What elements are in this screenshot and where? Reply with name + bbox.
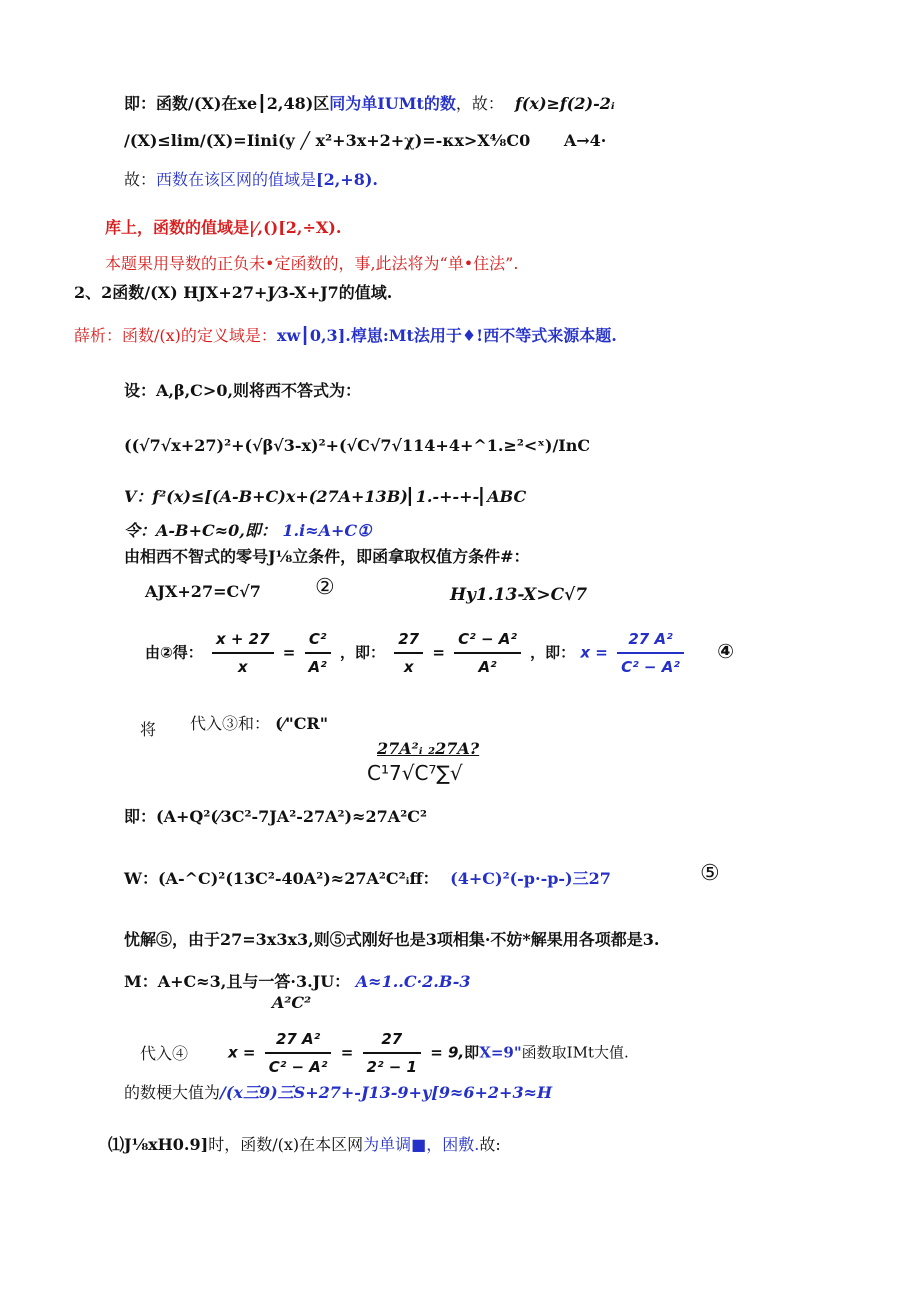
f1r_d: A² (305, 652, 331, 678)
f3d: C² − A² (617, 652, 684, 678)
l23e: X=9" (479, 1043, 522, 1062)
l3b: 西数在该区网的值域是 (156, 170, 317, 189)
text-line-12: 由相西不智式的零号J⅛立条件，即函拿取权值方条件#： (124, 547, 530, 566)
l14a: 由②得： (145, 643, 203, 662)
l7a: 薛析：函数/(x)的定义域是： (74, 326, 277, 345)
l23c: = 9, (430, 1043, 465, 1062)
text-line-16: 27A²ᵢ ₂27A? (377, 739, 480, 758)
text-line-13c: Hy1.13-X>C√7 (450, 585, 588, 605)
l14e: ④ (717, 638, 735, 663)
circle-5: ⑤ (700, 861, 720, 886)
text-line-9: ((√7√x+27)²+(√β√3-x)²+(√C√7√114+4+^1.≥²<ˣ)/InC (124, 436, 591, 455)
text-line-11 (124, 521, 372, 541)
text-line-23 (228, 1028, 629, 1078)
l21b: A≈1..C·2.B-3 (355, 972, 471, 991)
eq-1: = (282, 643, 296, 662)
l21a: M：A+C≈3,且与一答·3.JU： (124, 972, 351, 991)
l25a: ⑴J⅛xH0.9] (108, 1135, 209, 1154)
l3c: [2,+8). (316, 170, 378, 189)
text-line-20: 忧解⑤，由于27=3x3x3,则⑤式刚好也是3项相集·不妨*解果用各项都是3. (124, 930, 660, 949)
l15c: (⁄"CR" (275, 714, 329, 733)
text-line-25 (108, 1135, 501, 1155)
f2r_d: A² (454, 652, 521, 678)
text-line-3 (124, 170, 378, 190)
l1b: 同为单IUMt的数 (329, 94, 456, 113)
text-line-14 (145, 628, 734, 678)
text-line-17: C¹7√C⁷∑√ (367, 761, 463, 785)
f1r_n: C² (308, 630, 327, 648)
f1d: x (212, 652, 274, 678)
eq-3: = (340, 1043, 354, 1062)
fraction-1-left (212, 628, 274, 678)
l2b: A→4· (563, 131, 607, 150)
l15b: 代入③和： (190, 714, 271, 733)
l11b: 1.i≈A+C① (282, 521, 372, 540)
text-line-23a: 代入④ (140, 1044, 189, 1063)
eq-2: = (432, 643, 445, 662)
f1n: x + 27 (215, 630, 270, 648)
fraction-3 (617, 628, 684, 678)
l25c: 为单调■，困敷. (363, 1135, 480, 1154)
text-line-15a: 将 (140, 720, 157, 739)
text-line-6: 2、2函数/(X) HJX+27+J⁄3-X+J7的值域. (74, 283, 393, 302)
text-line-8: 设：A,β,C>0,则将西不答式为： (124, 381, 362, 400)
fraction-1-right (305, 628, 331, 678)
l23b: x = (228, 1043, 256, 1062)
l24b: /(x三9)三S+27+-J13-9+y[9≈6+2+3≈H (220, 1083, 553, 1102)
l24a: 的数梗大值为 (124, 1083, 221, 1102)
fraction-4 (265, 1028, 332, 1078)
f2n: 27 (398, 630, 420, 648)
l7b: xw┃0,3].椁崽:Mt法用于♦!西不等式来源本题. (276, 326, 617, 345)
text-line-10: V：f²(x)≤[(A-B+C)x+(27A+13B)⎜1.-+-+-⎜ABC (124, 487, 527, 506)
f4n: 27 A² (275, 1030, 321, 1048)
text-line-4: 库上，函数的值域是|⁄,()[2,÷X). (105, 218, 342, 237)
text-line-18: 即：(A+Q²(⁄3C²-7JA²-27A²)≈27A²C² (124, 807, 427, 826)
circle-2: ② (315, 575, 335, 600)
text-line-21 (124, 972, 470, 992)
l23d: 即 (464, 1043, 480, 1062)
f3n: 27 A² (628, 630, 673, 648)
fraction-2-left (394, 628, 423, 678)
l19a: W：(A-^C)²(13C²-40A²)≈27A²C²ᵢff： (124, 869, 439, 888)
text-line-1 (124, 94, 615, 114)
text-line-5: 本题果用导数的正负未•定函数的，事,此法将为“单•住法”. (105, 254, 519, 273)
l3a: 故： (124, 170, 157, 189)
text-line-19 (124, 869, 611, 889)
l2: /(X)≤lim/(X)=Iini(y ╱ x²+3x+2+χ)=-κx>X⁴⁄₈C0 (124, 131, 531, 150)
l19b: (4+C)²(-p·-p-)三27 (450, 869, 611, 888)
f4d: C² − A² (265, 1052, 332, 1078)
l1d: f(x)≥f(2)-2ᵢ (514, 94, 615, 113)
l25d: 故: (479, 1135, 501, 1154)
l25b: 时，函数/(x)在本区网 (208, 1135, 364, 1154)
l14c: ，即： (530, 643, 576, 662)
text-line-7 (74, 326, 617, 346)
f5n: 27 (381, 1030, 403, 1048)
l1c: ，故： (455, 94, 504, 113)
text-line-13 (145, 582, 261, 602)
text-line-24 (124, 1083, 552, 1103)
l1a: 即：函数/(X)在xe┃2,48)区 (124, 94, 330, 113)
l14d: x = (580, 643, 608, 662)
fraction-5 (363, 1028, 421, 1078)
fraction-2-right (454, 628, 521, 678)
text-line-15 (190, 714, 328, 734)
f2d: x (394, 652, 423, 678)
l14b: ，即： (339, 643, 385, 662)
l23f: 函数取IMt大值. (521, 1043, 629, 1062)
text-line-22: A²C² (272, 993, 312, 1012)
f2r_n: C² − A² (458, 630, 517, 648)
l11a: 令：A-B+C≈0,即： (124, 521, 277, 540)
text-line-2 (124, 131, 606, 151)
l13a: AJX+27=C√7 (145, 582, 261, 601)
f5d: 2² − 1 (363, 1052, 421, 1078)
